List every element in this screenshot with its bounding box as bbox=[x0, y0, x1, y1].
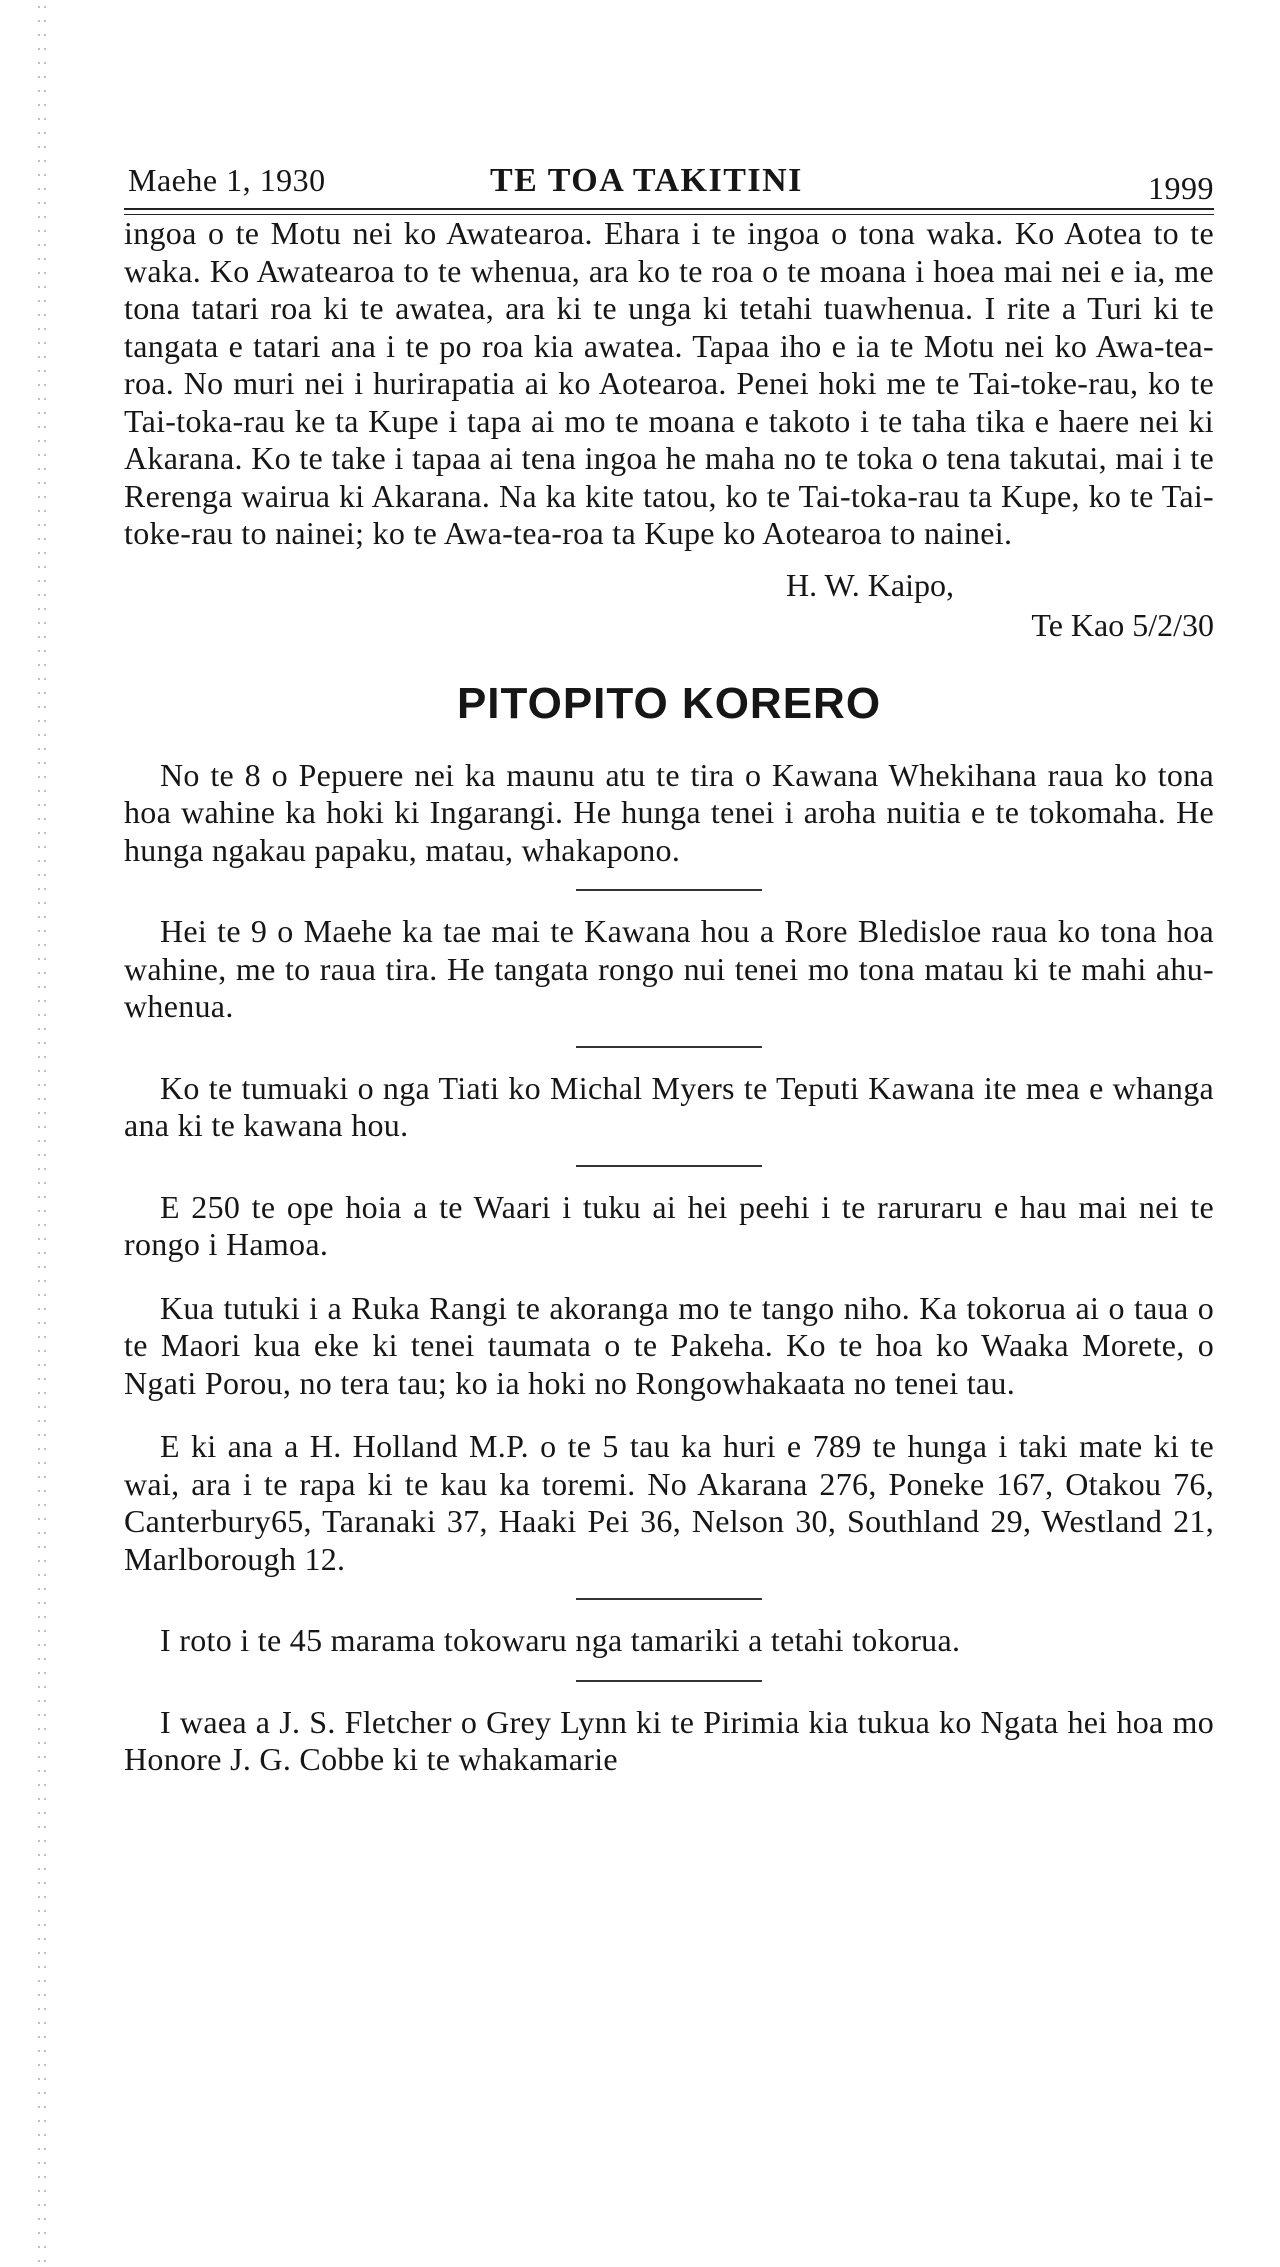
running-header bbox=[124, 158, 1214, 208]
item-separator bbox=[576, 1046, 762, 1048]
item-gap bbox=[124, 1402, 1214, 1428]
item-separator bbox=[576, 1680, 762, 1682]
page bbox=[124, 158, 1214, 1779]
news-item: Ko te tumuaki o nga Tiati ko Michal Myers te Teputi Kawana ite mea e whanga ana ki te kawana hou. bbox=[124, 1069, 1214, 1143]
scan-margin-dots bbox=[36, 0, 46, 2267]
section-title: PITOPITO KORERO bbox=[456, 678, 882, 728]
header-date: Maehe 1, 1930 bbox=[128, 162, 326, 198]
item-separator bbox=[576, 1165, 762, 1167]
signature-place-date: Te Kao 5/2/30 bbox=[1031, 606, 1214, 643]
signature-block bbox=[124, 565, 1214, 645]
item-separator bbox=[576, 889, 762, 891]
signature-name: H. W. Kaipo, bbox=[786, 566, 954, 603]
news-item: E ki ana a H. Holland M.P. o te 5 tau ka huri e 789 te hunga i taki mate ki te wai, ara i te rapa ki te kau ka toremi. No Akarana 276, Poneke 167, Otakou 76, Canterbury65, Taranaki 37, Haaki Pei 36, Nelson 30, Southland 29, Westland 21, Marlborough 12. bbox=[124, 1428, 1214, 1577]
item-separator bbox=[576, 1598, 762, 1600]
news-item: I waea a J. S. Fletcher o Grey Lynn ki te Pirimia kia tukua ko Ngata hei hoa mo Honore J. G. Cobbe ki te whakamarie bbox=[124, 1703, 1214, 1777]
news-item: E 250 te ope hoia a te Waari i tuku ai hei peehi i te raruraru e hau mai nei te rongo i Hamoa. bbox=[124, 1188, 1214, 1262]
page-number: 1999 bbox=[1148, 170, 1214, 206]
news-item: Hei te 9 o Maehe ka tae mai te Kawana hou a Rore Bledisloe raua ko tona hoa wahine, me to raua tira. He tangata rongo nui tenei mo tona matau ki te mahi ahu-whenua. bbox=[124, 913, 1214, 1024]
news-item: I roto i te 45 marama tokowaru nga tamariki a tetahi tokorua. bbox=[160, 1622, 961, 1658]
news-item: No te 8 o Pepuere nei ka maunu atu te tira o Kawana Whekihana raua ko tona hoa wahine ka hoki ki Ingarangi. He hunga tenei i aroha nuitia e te tokomaha. He hunga ngakau papaku, matau, whakapono. bbox=[124, 756, 1214, 868]
item-gap bbox=[124, 1264, 1214, 1290]
header-rule-thick bbox=[124, 208, 1214, 210]
intro-paragraph: ingoa o te Motu nei ko Awatearoa. Ehara i te ingoa o tona waka. Ko Aotea to te waka. Ko Awatearoa to te whenua, ara ko te roa o te moana i hoea mai nei e ia, me tona tatari roa ki te awatea, ara ki te unga ki tetahi tuawhenua. I rite a Turi ki te tangata e tatari ana i te po roa kia awatea. Tapaa iho e ia te Motu nei ko Awa-tea-roa. No muri nei i hurirapatia ai ko Aotearoa. Penei hoki me te Tai-toke-rau, ko te Tai-toka-rau ke ta Kupe i tapa ai mo te moana e takoto i te taha tika e haere nei ki Akarana. Ko te take i tapaa ai tena ingoa he maha no te toka o tena takutai, mai i te Rerenga wairua ki Akarana. Na ka kite tatou, ko te Tai-toka-rau ta Kupe, ko te Tai-toke-rau to nainei; ko te Awa-tea-roa ta Kupe ko Aotearoa to nainei. bbox=[124, 215, 1214, 551]
news-item: Kua tutuki i a Ruka Rangi te akoranga mo te tango niho. Ka tokorua ai o taua o te Maori kua eke ki tenei taumata o te Pakeha. Ko te hoa ko Waaka Morete, o Ngati Porou, no tera tau; ko ia hoki no Rongowhakaata no tenei tau. bbox=[124, 1289, 1214, 1401]
publication-title: TE TOA TAKITINI bbox=[490, 162, 803, 199]
